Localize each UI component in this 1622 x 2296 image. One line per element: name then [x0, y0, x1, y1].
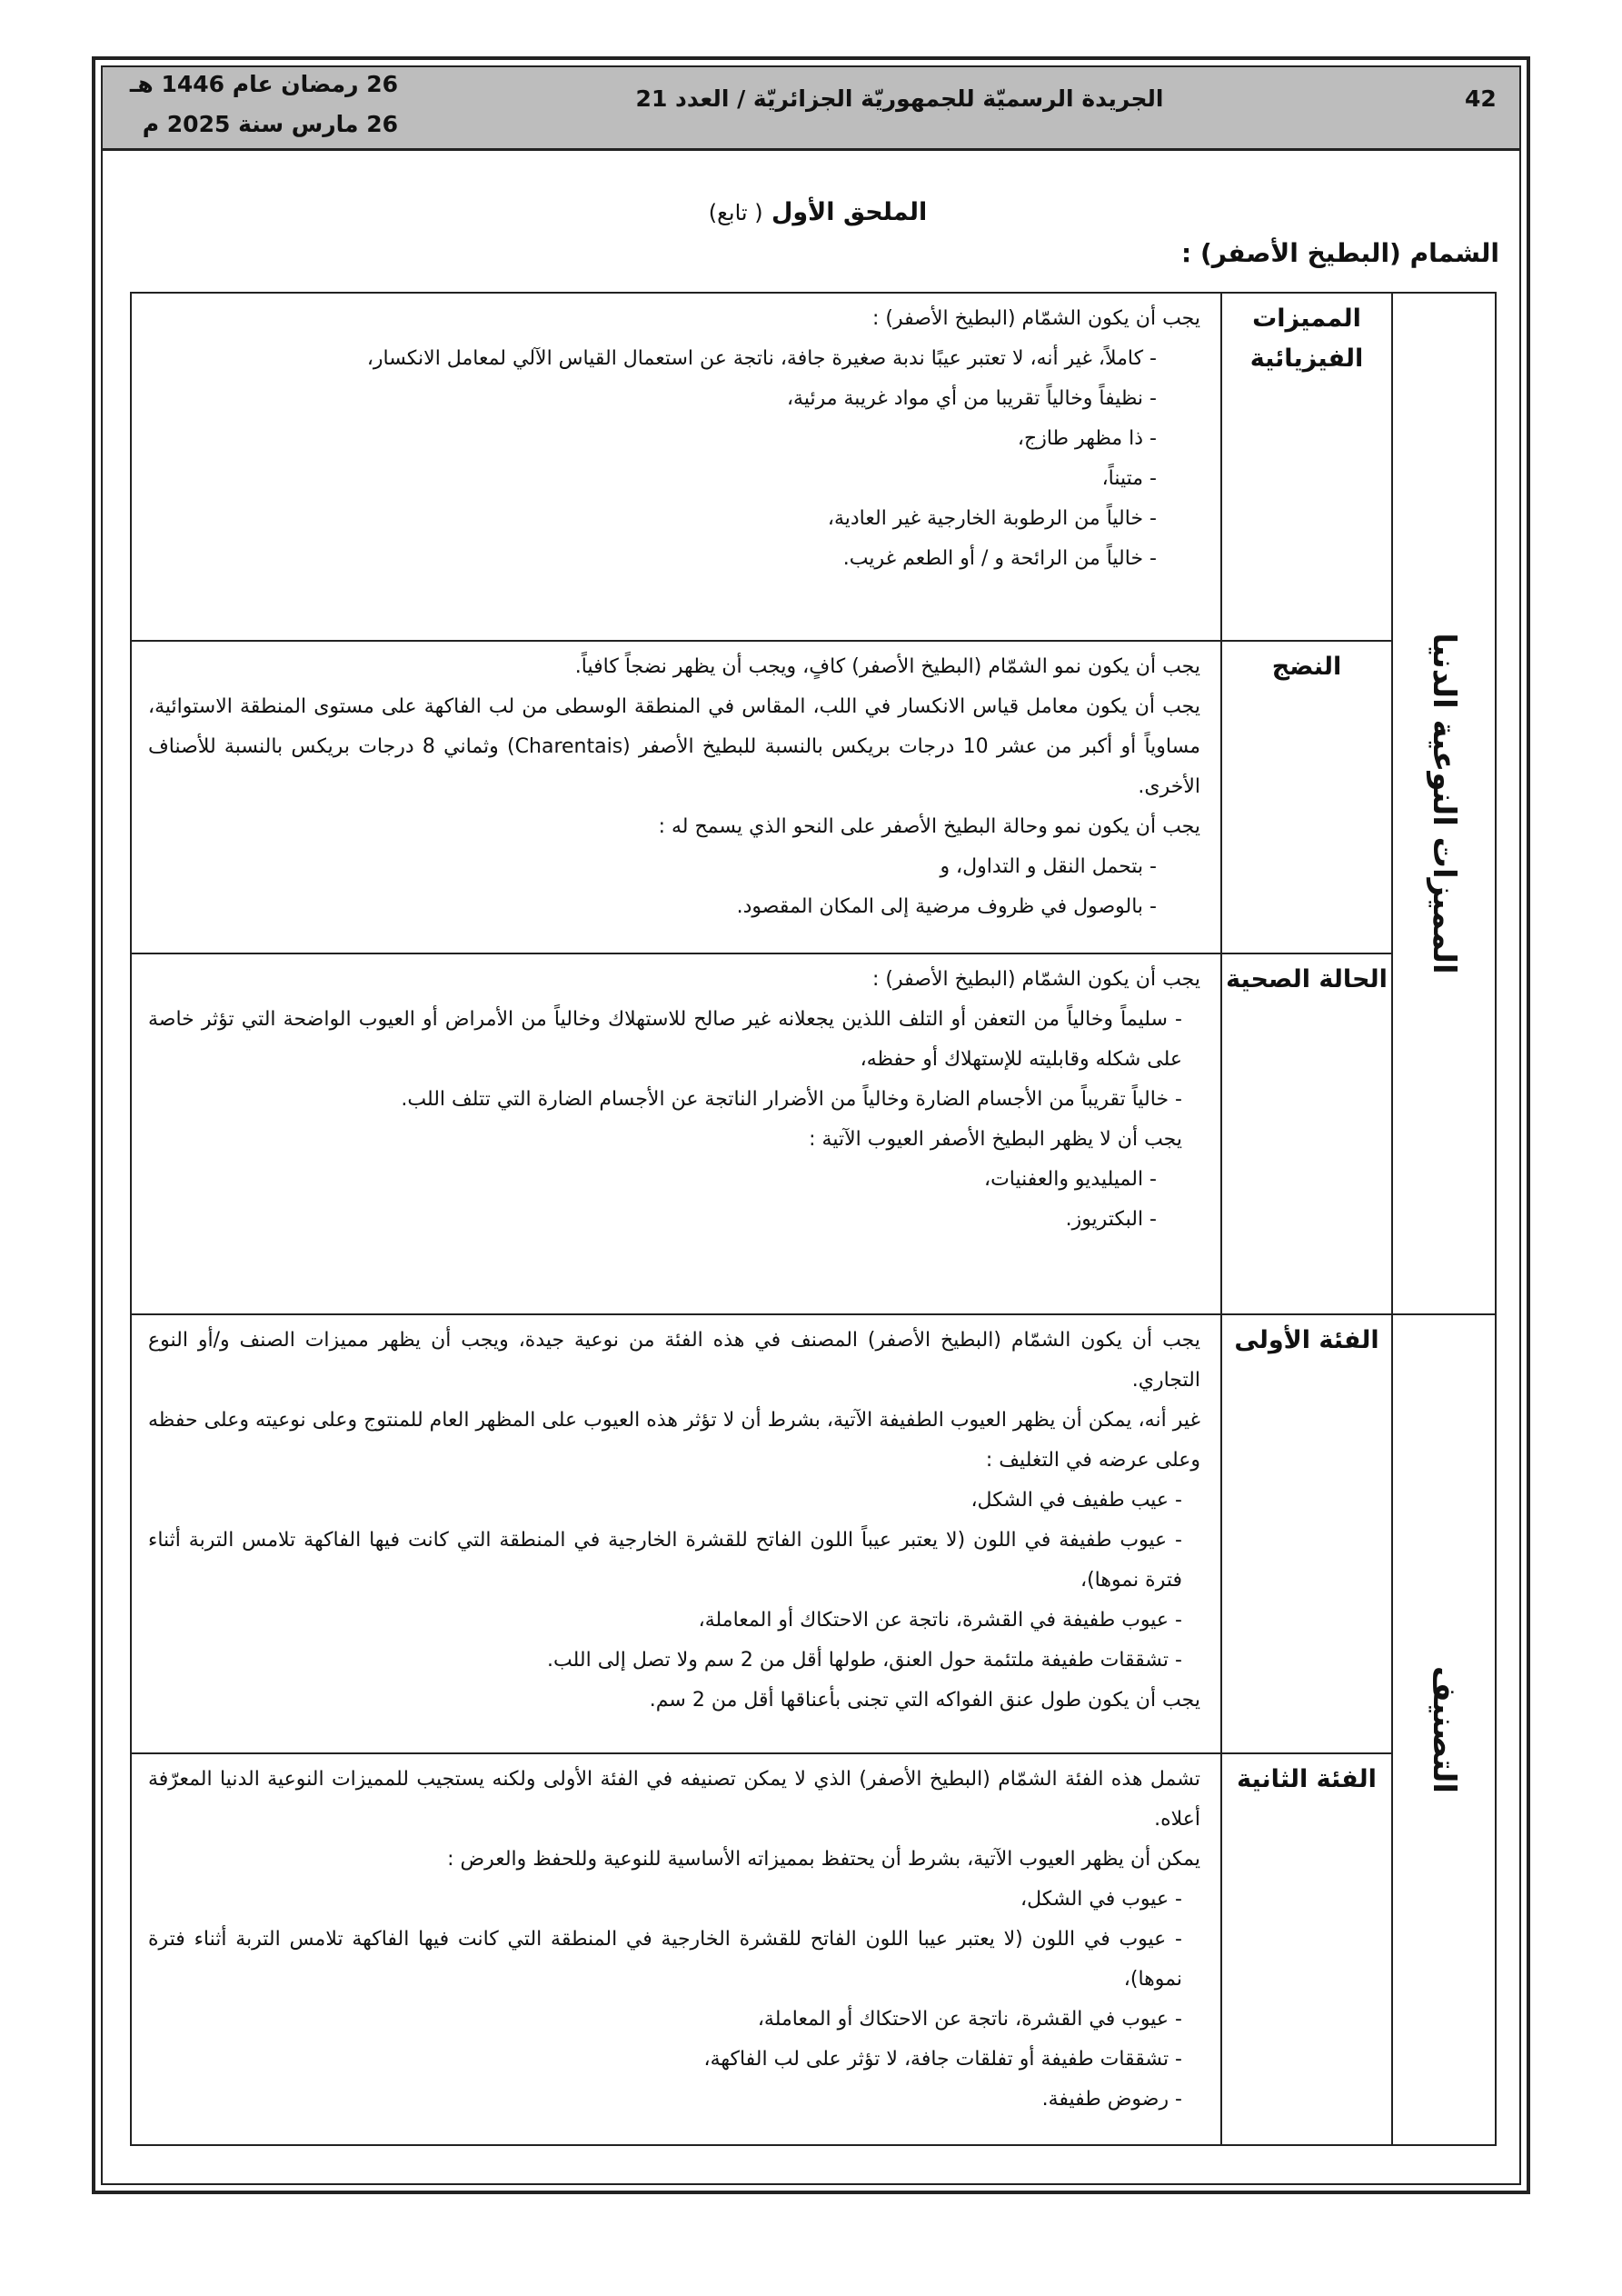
bullet-item: - تشققات طفيفة ملتئمة حول العنق، طولها أقل من 2 سم ولا تصل إلى اللب. [547, 1649, 1182, 1672]
bullet-item: - سليماً وخالياً من التعفن أو التلف اللذين يجعلانه غير صالح للاستهلاك وخالياً من الأمراض أو العيوب الواضحة التي تؤثر خاصة على شكله وقابليته للإستهلاك أو حفظه، [148, 1008, 1182, 1071]
description-health [131, 953, 1221, 1314]
paragraph: يجب أن يكون نمو الشمّام (البطيخ الأصفر) كافٍ، ويجب أن يظهر نضجاً كافياً. [574, 655, 1200, 678]
criterion-ripeness: النضج [1221, 641, 1392, 953]
paragraph: يجب أن يكون معامل قياس الانكسار في اللب، المقاس في المنطقة الوسطى من لب الفاكهة على مستوى المنطقة الاستوائية، مساوياً أو أكبر من عشر 10 درجات بريكس بالنسبة للبطيخ الأصفر (Charentais) وثماني 8 درجات بريكس بالنسبة للأصناف الأخرى. [148, 695, 1201, 798]
bullet-item: - عيوب في اللون (لا يعتبر عيبا اللون الفاتح للقشرة الخارجية في المنطقة التي كانت فيها الفاكهة تلامس التربة أثناء فترة نموها)، [148, 1928, 1182, 1991]
criterion-physical: المميزات الفيزيائية [1221, 293, 1392, 641]
bullet-item: - خالياً من الرطوبة الخارجية غير العادية، [827, 507, 1157, 530]
annex-heading [545, 198, 1090, 226]
bullet-item: - متيناً، [1101, 467, 1157, 490]
page-number: 42 [1465, 85, 1497, 112]
bullet-item: - عيوب طفيفة في اللون (لا يعتبر عيباً اللون الفاتح للقشرة الخارجية في المنطقة التي كانت فيها الفاكهة تلامس التربة أثناء فترة نموها)، [148, 1529, 1182, 1592]
bullet-item: - عيوب طفيفة في القشرة، ناتجة عن الاحتكاك أو المعاملة، [698, 1609, 1182, 1632]
bullet-item: - نظيفاً وخالياً تقريبا من أي مواد غريبة مرئية، [786, 387, 1157, 410]
group-cell-classification [1392, 1314, 1496, 2145]
bullet-item: - بتحمل النقل و التداول، و [940, 855, 1157, 878]
description-class1 [131, 1314, 1221, 1753]
gazette-title: الجريدة الرسميّة للجمهوريّة الجزائريّة / العدد 21 [635, 85, 1164, 112]
bullet-item: - كاملاً، غير أنه، لا تعتبر عيبًا ندبة صغيرة جافة، ناتجة عن استعمال القياس الآلي لمعامل الانكسار، [366, 347, 1157, 370]
paragraph: غير أنه، يمكن أن يظهر العيوب الطفيفة الآتية، بشرط أن لا تؤثر هذه العيوب على المظهر العام للمنتوج وعلى نوعيته وعلى حفظه وعلى عرضه في التغليف : [148, 1409, 1200, 1472]
table-row [131, 293, 1496, 641]
criterion-health: الحالة الصحية [1221, 953, 1392, 1314]
paragraph: يمكن أن يظهر العيوب الآتية، بشرط أن يحتفظ بمميزاته الأساسية للنوعية وللحفظ والعرض : [447, 1848, 1200, 1871]
specifications-table [130, 292, 1497, 2146]
description-physical [131, 293, 1221, 641]
group-label-min-quality: المميزات النوعية الدنيا [1426, 633, 1462, 974]
date-gregorian: 26 مارس سنة 2025 م [142, 111, 398, 137]
paragraph: يجب أن يكون الشمّام (البطيخ الأصفر) : [872, 307, 1200, 330]
paragraph: يجب أن يكون نمو وحالة البطيخ الأصفر على النحو الذي يسمح له : [658, 815, 1200, 838]
description-ripeness [131, 641, 1221, 953]
bullet-item: - البكتريوز. [1065, 1208, 1157, 1231]
bullet-item: - بالوصول في ظروف مرضية إلى المكان المقصود. [736, 895, 1157, 918]
bullet-item: - عيوب في القشرة، ناتجة عن الاحتكاك أو المعاملة، [757, 2008, 1182, 2031]
paragraph: تشمل هذه الفئة الشمّام (البطيخ الأصفر) الذي لا يمكن تصنيفه في الفئة الأولى ولكنه يستجيب للمميزات النوعية الدنيا المعرّفة أعلاه. [148, 1768, 1200, 1831]
bullet-item: - خالياً من الرائحة و / أو الطعم غريب. [842, 547, 1157, 570]
paragraph: يجب أن لا يظهر البطيخ الأصفر العيوب الآتية : [809, 1128, 1182, 1151]
group-label-classification: التصنيف [1426, 1665, 1462, 1794]
annex-continued: ( تابع) [708, 200, 763, 225]
description-class2 [131, 1753, 1221, 2145]
criterion-class2: الفئة الثانية [1221, 1753, 1392, 2145]
bullet-item: - تشققات طفيفة أو تفلقات جافة، لا تؤثر على لب الفاكهة، [703, 2048, 1182, 2071]
bullet-item: - الميليديو والعفنيات، [983, 1168, 1157, 1191]
annex-title: الملحق الأول [771, 198, 928, 226]
criterion-class1: الفئة الأولى [1221, 1314, 1392, 1753]
table-row [131, 1753, 1496, 2145]
table-row [131, 1314, 1496, 1753]
bullet-item: - عيوب في الشكل، [1020, 1888, 1182, 1911]
bullet-item: - خالياً تقريباً من الأجسام الضارة وخالياً من الأضرار الناتجة عن الأجسام الضارة التي تتلف اللب. [401, 1088, 1182, 1111]
section-title: الشمام (البطيخ الأصفر) : [1181, 238, 1499, 268]
bullet-item: - ذا مظهر طازج، [1017, 427, 1157, 450]
date-hijri: 26 رمضان عام 1446 هـ [129, 71, 398, 97]
paragraph: يجب أن يكون الشمّام (البطيخ الأصفر) المصنف في هذه الفئة من نوعية جيدة، ويجب أن يظهر مميزات الصنف و/أو النوع التجاري. [148, 1329, 1200, 1392]
paragraph: يجب أن يكون طول عنق الفواكه التي تجنى بأعناقها أقل من 2 سم. [649, 1689, 1200, 1712]
bullet-item: - رضوض طفيفة. [1041, 2088, 1182, 2111]
table-row [131, 641, 1496, 953]
paragraph: يجب أن يكون الشمّام (البطيخ الأصفر) : [872, 968, 1200, 991]
group-cell-min-quality [1392, 293, 1496, 1314]
bullet-item: - عيب طفيف في الشكل، [970, 1489, 1182, 1512]
table-row [131, 953, 1496, 1314]
